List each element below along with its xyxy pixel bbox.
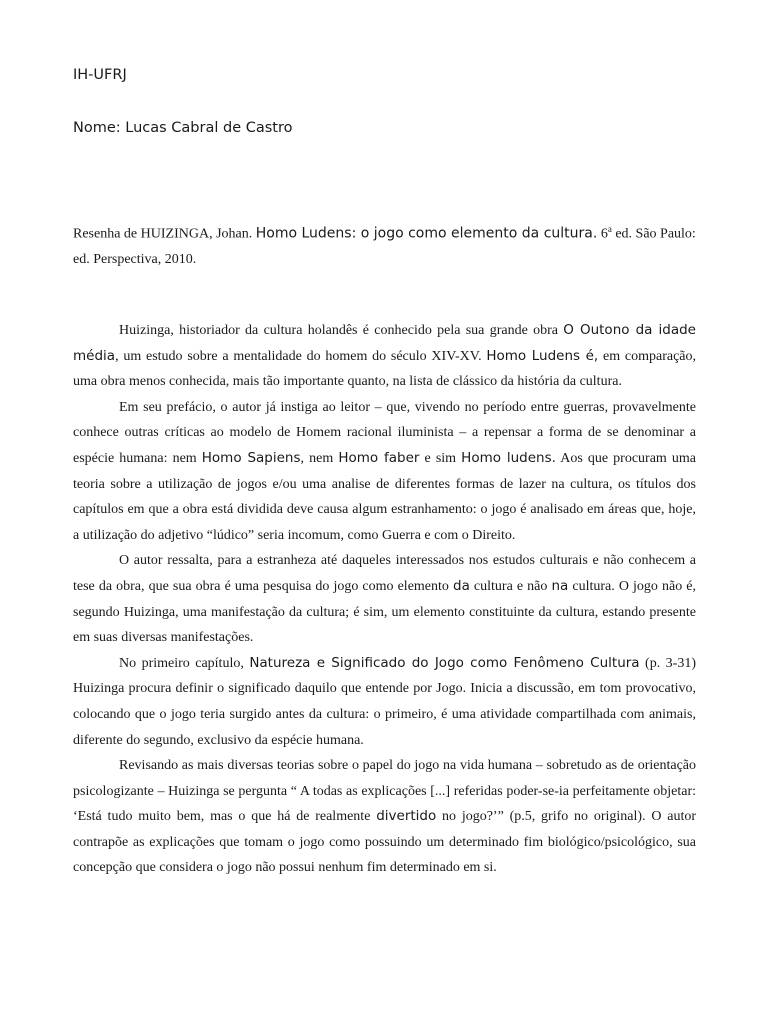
emphasized-title: Homo Ludens é, xyxy=(486,347,599,364)
chapter-title: Natureza e Significado do Jogo como Fenômeno Cultura xyxy=(249,654,640,671)
emphasized-term: Homo ludens. xyxy=(461,449,556,466)
paragraph-5 xyxy=(73,753,696,881)
emphasized-title: O Outono da idade média xyxy=(73,322,696,364)
publication-info: ed. São Paulo: ed. Perspectiva, 2010. xyxy=(73,226,696,267)
paragraph-text: cultura. O jogo não é, segundo Huizinga, uma manifestação da cultura; é sim, um elemento constituinte da cultura, estando presente em suas diversas manifestações. xyxy=(73,578,697,646)
emphasized-word: na xyxy=(551,577,569,594)
emphasized-word: da xyxy=(453,577,470,594)
paragraph-text: cultura e não xyxy=(469,578,552,594)
review-citation xyxy=(73,217,698,272)
paragraph-text: No primeiro capítulo, xyxy=(119,655,250,671)
paragraph-2 xyxy=(73,395,696,549)
paragraph-text: no jogo?’” (p.5, grifo no original). O autor contrapõe as explicações que tomam o jogo como possuindo um determinado fim biológico/psicológico, sua concepção que considera o jogo não possui nenhum fim determinado em si. xyxy=(73,809,696,876)
edition-superscript: a xyxy=(607,224,612,234)
book-title: Homo Ludens: o jogo como elemento da cultura. xyxy=(255,225,598,242)
paragraph-4 xyxy=(73,651,696,753)
paragraph-text: Em seu prefácio, o autor já instiga ao leitor – que, vivendo no período entre guerras, provavelmente conhece outras críticas ao modelo de Homem racional iluminista – a repensar a forma de se denominar a espécie humana: nem xyxy=(73,399,696,466)
paragraph-text: e sim xyxy=(419,450,462,466)
paragraph-text: Huizinga, historiador da cultura holandês é conhecido pela sua grande obra xyxy=(119,323,564,338)
paragraph-text: , um estudo sobre a mentalidade do homem do século XIV-XV. xyxy=(115,348,487,364)
paragraph-text: Aos que procuram uma teoria sobre a utilização de jogos e/ou uma analise de diferentes formas de lazer na cultura, os títulos dos capítulos em que a obra está dividida deve causa algum estranhamento: o jogo é analisado em áreas que, hoje, a utilização do adjetivo “lúdico” seria incomum, como Guerra e com o Direito. xyxy=(73,450,697,543)
emphasized-term: Homo faber xyxy=(338,449,420,466)
paragraph-text: O autor ressalta, para a estranheza até daqueles interessados nos estudos culturais e não conhecem a tese da obra, que sua obra é uma pesquisa do jogo como elemento xyxy=(73,553,696,594)
institution-label: IH-UFRJ xyxy=(73,67,127,83)
edition-number: 6 xyxy=(600,226,608,242)
paragraph-3 xyxy=(73,548,696,650)
review-body xyxy=(73,318,696,881)
paragraph-text: , nem xyxy=(300,450,339,466)
emphasized-term: Homo Sapiens xyxy=(201,449,301,466)
paragraph-text: em comparação, uma obra menos conhecida, mais tão importante quanto, na lista de clássico da história da cultura. xyxy=(73,348,697,390)
paragraph-1 xyxy=(73,318,696,395)
author-name: Nome: Lucas Cabral de Castro xyxy=(73,120,293,136)
emphasized-word: divertido xyxy=(376,808,437,825)
paragraph-text: (p. 3-31) Huizinga procura definir o significado daquilo que entende por Jogo. Inicia a discussão, em tom provocativo, colocando que o jogo teria surgido antes da cultura: o primeiro, é uma atividade compartilhada com animais, diferente do segundo, exclusivo da espécie humana. xyxy=(73,655,696,748)
citation-prefix: Resenha de HUIZINGA, Johan. xyxy=(73,226,256,242)
paragraph-text: Revisando as mais diversas teorias sobre o papel do jogo na vida humana – sobretudo as de orientação psicologizante – Huizinga se pergunta “ A todas as explicações [...] referidas poder-se-ia perfeitamente objetar: ‘Está tudo muito bem, mas o que há de realmente xyxy=(73,758,696,825)
